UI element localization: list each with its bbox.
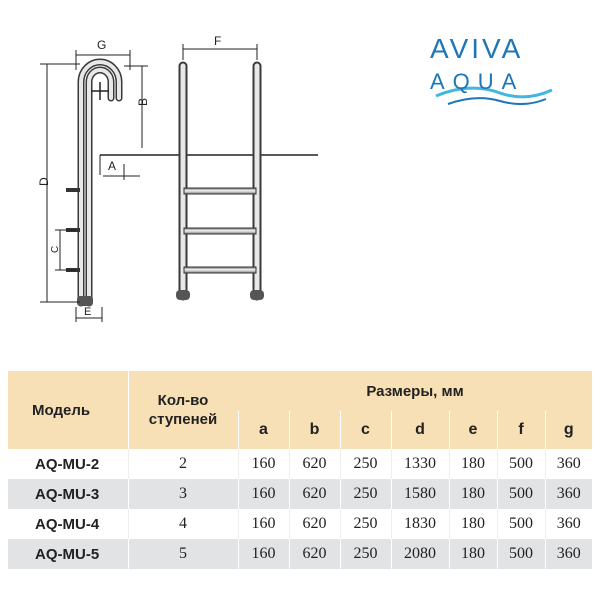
table-row (8, 509, 592, 539)
cell-b: 620 (289, 449, 340, 479)
cell-g: 360 (545, 539, 592, 569)
logo-top-text: AVIVA (430, 33, 524, 64)
cell-e: 180 (449, 539, 497, 569)
cell-e: 180 (449, 509, 497, 539)
header-col-a: a (238, 411, 289, 449)
header-steps-line2: ступеней (148, 411, 218, 428)
logo-bottom-text: AQUA (430, 69, 525, 94)
cell-f: 500 (497, 449, 545, 479)
row-steps: 3 (128, 479, 238, 509)
header-steps (128, 371, 238, 449)
dim-label-e: E (84, 306, 92, 318)
cell-e: 180 (449, 479, 497, 509)
header-col-g: g (545, 411, 592, 449)
header-sizes: Размеры, мм (238, 371, 592, 411)
header-model: Модель (8, 371, 128, 449)
cell-e: 180 (449, 449, 497, 479)
cell-c: 250 (340, 509, 391, 539)
table-row (8, 449, 592, 479)
cell-d: 1830 (391, 509, 449, 539)
cell-a: 160 (238, 539, 289, 569)
header-col-d: d (391, 411, 449, 449)
row-model: AQ-MU-3 (8, 479, 128, 509)
header-col-b: b (289, 411, 340, 449)
cell-c: 250 (340, 539, 391, 569)
cell-g: 360 (545, 509, 592, 539)
dim-label-g: G (97, 38, 107, 52)
row-model: AQ-MU-4 (8, 509, 128, 539)
row-model: AQ-MU-5 (8, 539, 128, 569)
cell-d: 2080 (391, 539, 449, 569)
header-col-c: c (340, 411, 391, 449)
cell-c: 250 (340, 479, 391, 509)
cell-b: 620 (289, 539, 340, 569)
header-col-f: f (497, 411, 545, 449)
cell-b: 620 (289, 509, 340, 539)
table-row (8, 539, 592, 569)
cell-f: 500 (497, 479, 545, 509)
header-col-e: e (449, 411, 497, 449)
table-row (8, 479, 592, 509)
cell-a: 160 (238, 479, 289, 509)
dim-label-b: B (136, 97, 150, 106)
header-steps-line1: Кол-во (157, 392, 209, 409)
dim-label-c: C (50, 245, 61, 253)
row-steps: 4 (128, 509, 238, 539)
cell-g: 360 (545, 479, 592, 509)
cell-f: 500 (497, 539, 545, 569)
row-steps: 2 (128, 449, 238, 479)
spec-table (8, 371, 592, 569)
cell-d: 1330 (391, 449, 449, 479)
cell-d: 1580 (391, 479, 449, 509)
dim-label-a: A (108, 159, 117, 173)
row-steps: 5 (128, 539, 238, 569)
row-model: AQ-MU-2 (8, 449, 128, 479)
dim-label-d: D (37, 177, 51, 186)
cell-b: 620 (289, 479, 340, 509)
cell-g: 360 (545, 449, 592, 479)
dim-label-f: F (214, 34, 222, 48)
cell-a: 160 (238, 509, 289, 539)
cell-f: 500 (497, 509, 545, 539)
cell-a: 160 (238, 449, 289, 479)
cell-c: 250 (340, 449, 391, 479)
